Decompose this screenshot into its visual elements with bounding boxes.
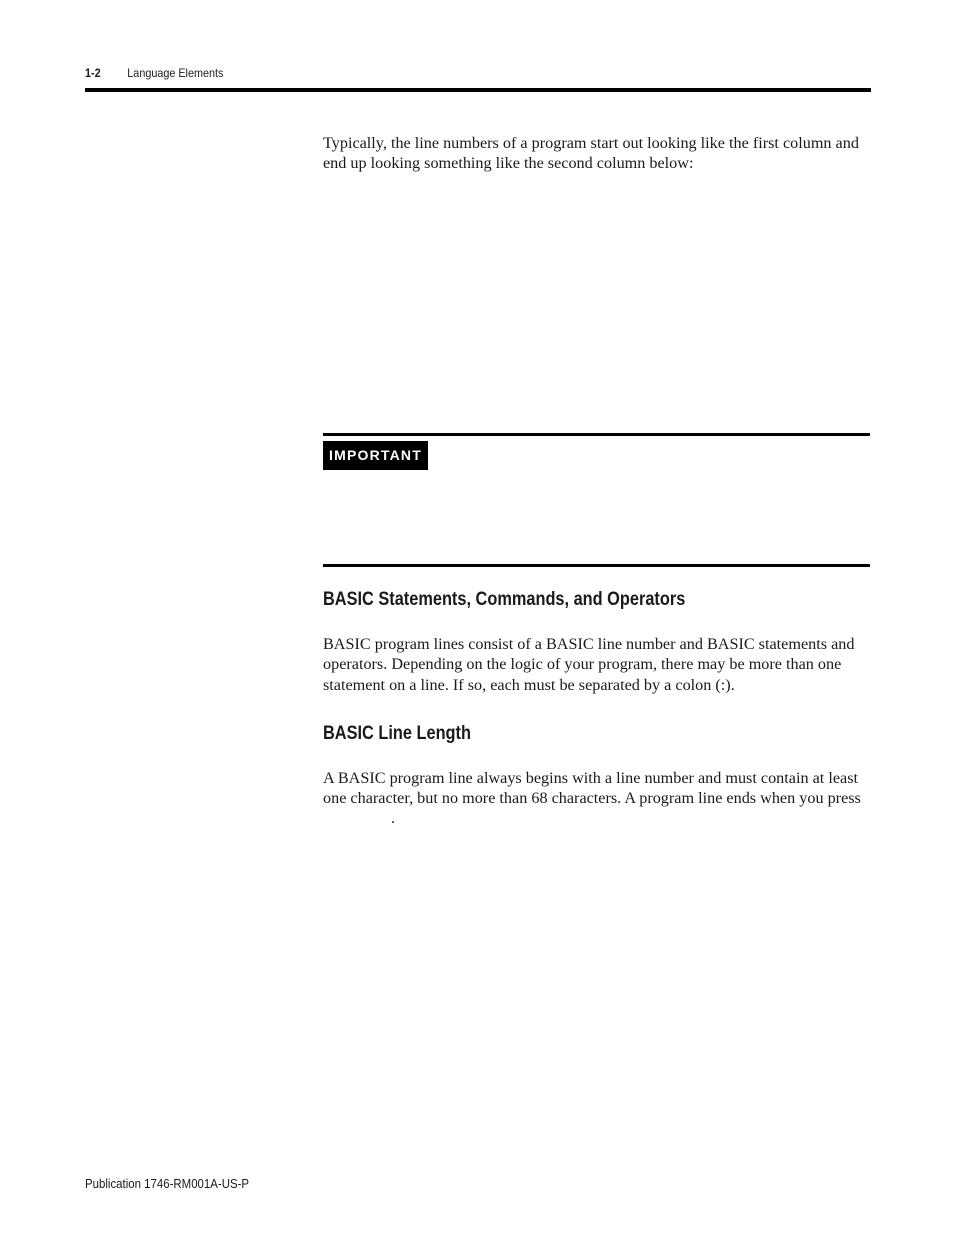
section-heading-line-length: BASIC Line Length: [323, 723, 471, 744]
running-section-title: Language Elements: [127, 66, 224, 80]
section-paragraph-line-length-end: .: [391, 809, 396, 827]
header-rule: [85, 88, 871, 92]
important-top-rule: [323, 433, 870, 436]
important-badge: IMPORTANT: [323, 441, 428, 470]
publication-footer: Publication 1746-RM001A-US-P: [85, 1176, 250, 1191]
section-paragraph-statements: BASIC program lines consist of a BASIC line number and BASIC statements and operators. Depending on the logic of your program, there may be more than one statement on a line. If so, each must be separated by a colon (:).: [323, 635, 855, 694]
section-heading-statements: BASIC Statements, Commands, and Operators: [323, 589, 686, 610]
section-paragraph-line-length: A BASIC program line always begins with a line number and must contain at least one character, but no more than 68 characters. A program line ends when you press: [323, 769, 861, 808]
important-bottom-rule: [323, 564, 870, 567]
page-number: 1-2: [85, 66, 101, 80]
intro-paragraph: Typically, the line numbers of a program start out looking like the first column and end up looking something like the second column below:: [323, 134, 859, 173]
page-header: [85, 66, 792, 88]
